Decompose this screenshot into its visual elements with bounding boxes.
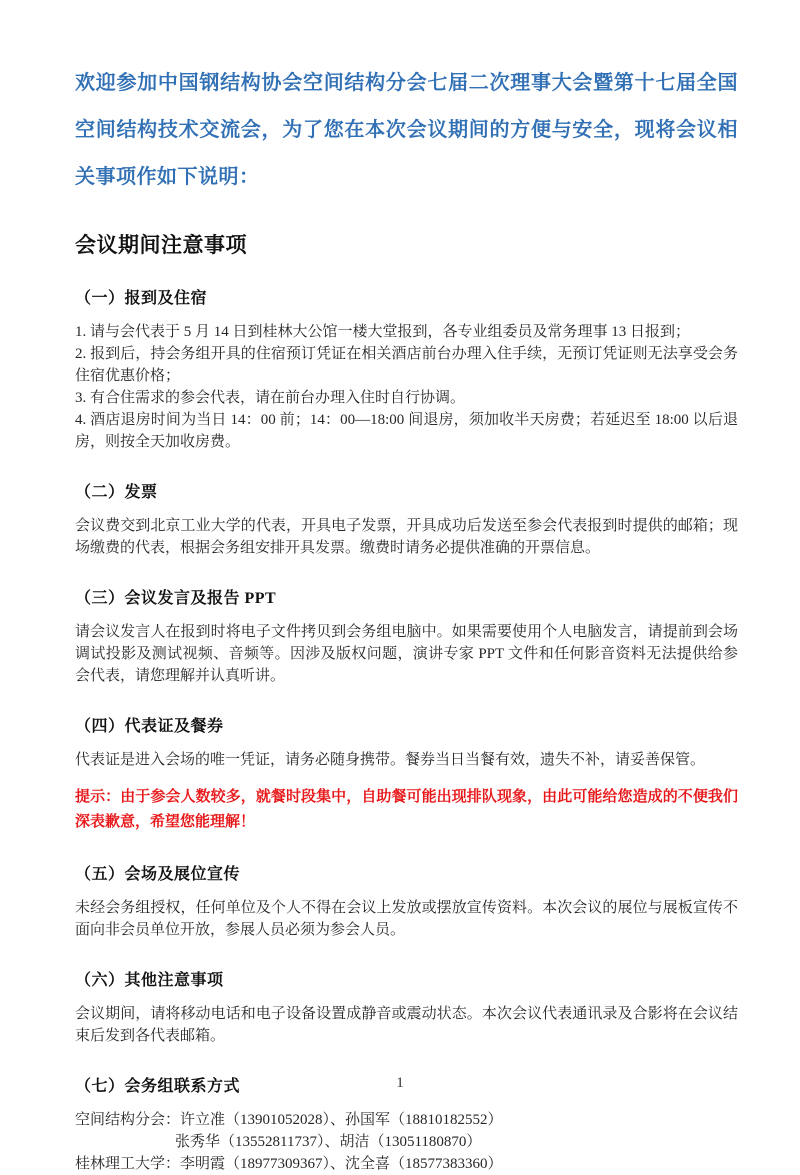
intro-paragraph: 欢迎参加中国钢结构协会空间结构分会七届二次理事大会暨第十七届全国空间结构技术交流会，为了您在本次会议期间的方便与安全，现将会议相关事项作如下说明： <box>75 72 738 188</box>
list-item: 2. 报到后，持会务组开具的住宿预订凭证在相关酒店前台办理入住手续，无预订凭证则无法享受会务住宿优惠价格； <box>75 346 738 384</box>
section-heading-invoice: （二）发票 <box>75 484 158 501</box>
main-heading: 会议期间注意事项 <box>75 234 247 257</box>
page-number: 1 <box>396 1075 404 1091</box>
contact-org: 空间结构分会： <box>75 1112 181 1128</box>
contact-line: 李明霞（18977309367）、沈全喜（18577383360） <box>180 1156 503 1172</box>
section-heading-venue-exhibit: （五）会场及展位宣传 <box>75 866 241 883</box>
list-item: 4. 酒店退房时间为当日 14：00 前；14：00—18:00 间退房，须加收半天房费；若延迟至 18:00 以后退房，则按全天加收房费。 <box>75 412 738 450</box>
section-heading-contacts: （七）会务组联系方式 <box>75 1078 241 1095</box>
section-paragraph: 会议期间，请将移动电话和电子设备设置成静音或震动状态。本次会议代表通讯录及合影将在会议结束后发到各代表邮箱。 <box>75 1006 738 1044</box>
section-heading-registration: （一）报到及住宿 <box>75 290 208 307</box>
list-item: 1. 请与会代表于 5 月 14 日到桂林大公馆一楼大堂报到，各专业组委员及常务理事 13 日报到； <box>75 324 691 340</box>
contact-row <box>75 1109 738 1131</box>
contact-line: 许立准（13901052028）、孙国军（18810182552） <box>180 1112 503 1128</box>
section-paragraph: 会议费交到北京工业大学的代表，开具电子发票，开具成功后发送至参会代表报到时提供的邮箱；现场缴费的代表，根据会务组安排开具发票。缴费时请务必提供准确的开票信息。 <box>75 518 738 556</box>
section-paragraph: 代表证是进入会场的唯一凭证，请务必随身携带。餐券当日当餐有效，遗失不补，请妥善保管。 <box>75 752 706 768</box>
section-paragraph: 未经会务组授权，任何单位及个人不得在会议上发放或摆放宣传资料。本次会议的展位与展板宣传不面向非会员单位开放，参展人员必须为参会人员。 <box>75 900 738 938</box>
section-heading-badge-meal: （四）代表证及餐券 <box>75 718 224 735</box>
contact-row <box>75 1153 738 1175</box>
section-paragraph: 请会议发言人在报到时将电子文件拷贝到会务组电脑中。如果需要使用个人电脑发言，请提前到会场调试投影及测试视频、音频等。因涉及版权问题，演讲专家 PPT 文件和任何影音资料无法提供给参会代表，请您理解并认真听讲。 <box>75 624 738 684</box>
section-heading-other-notes: （六）其他注意事项 <box>75 972 224 989</box>
meal-queue-notice: 提示：由于参会人数较多，就餐时段集中，自助餐可能出现排队现象，由此可能给您造成的不便我们深表歉意，希望您能理解！ <box>75 789 738 830</box>
section-heading-presentation: （三）会议发言及报告 PPT <box>75 590 277 607</box>
contact-row <box>75 1131 738 1153</box>
contact-line: 张秀华（13552811737）、胡洁（13051180870） <box>175 1134 482 1150</box>
contact-org: 桂林理工大学： <box>75 1156 181 1172</box>
list-item: 3. 有合住需求的参会代表，请在前台办理入住时自行协调。 <box>75 390 466 406</box>
